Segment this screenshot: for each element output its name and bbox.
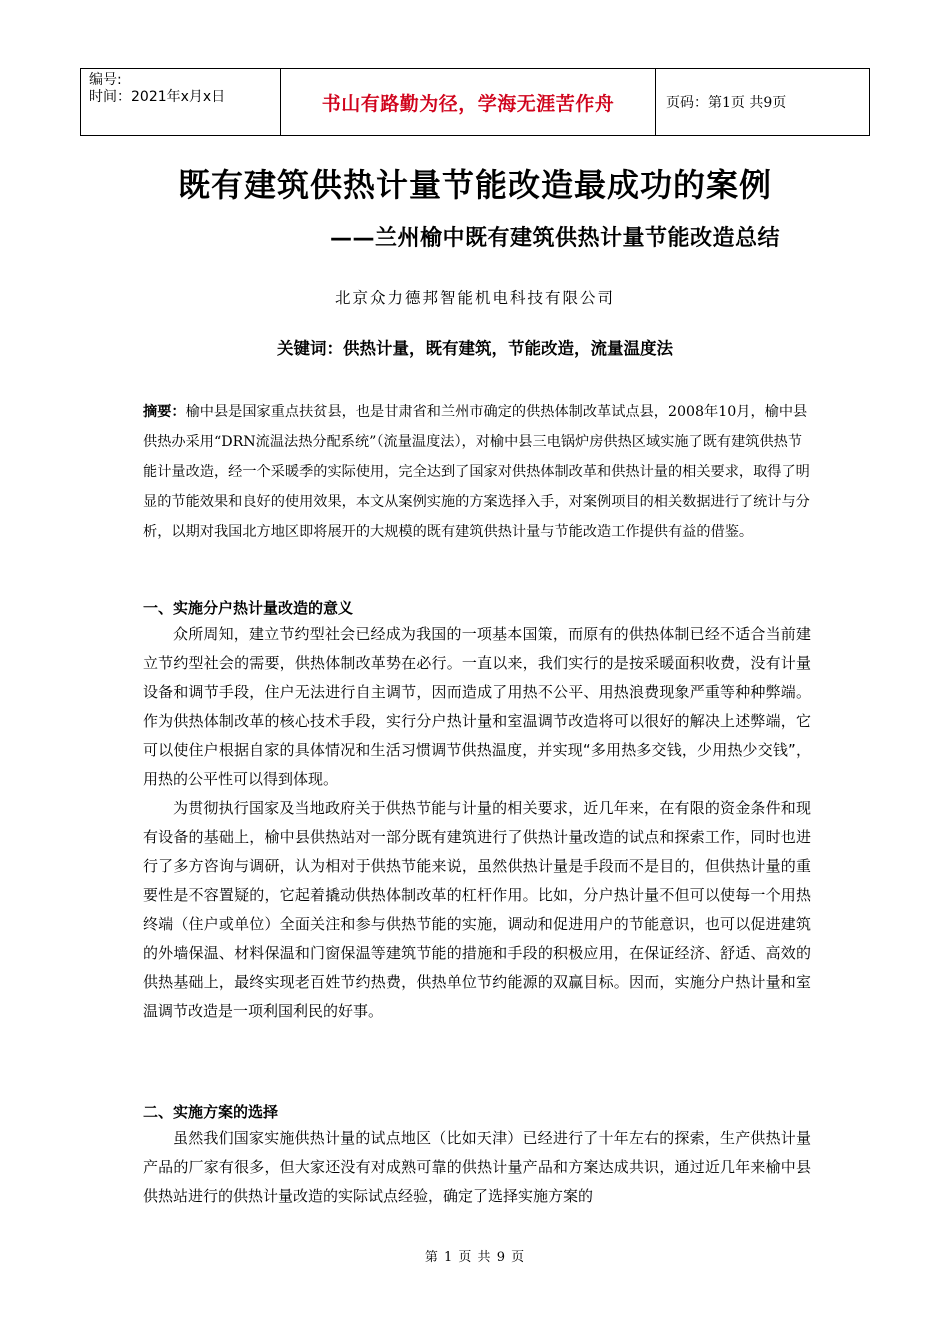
abstract-label: 摘要： — [143, 404, 186, 420]
company-name: 北京众力德邦智能机电科技有限公司 — [334, 289, 615, 307]
section-1-body — [143, 620, 811, 1026]
header-table — [80, 68, 870, 136]
abstract-text: 榆中县是国家重点扶贫县，也是甘肃省和兰州市确定的供热体制改革试点县，2008年10月，榆中县供热办采用“DRN流温法热分配系统”（流量温度法），对榆中县三电锅炉房供热区域实施了既有建筑供热节能计量改造，经一个采暖季的实际使用，完全达到了国家对供热体制改革和供热计量的相关要求，取得了明显的节能效果和良好的使用效果，本文从案例实施的方案选择入手，对案例项目的相关数据进行了统计与分析，以期对我国北方地区即将展开的大规模的既有建筑供热计量与节能改造工作提供有益的借鉴。 — [143, 404, 810, 540]
section-heading-1: 一、实施分户热计量改造的意义 — [143, 599, 354, 617]
paragraph: 众所周知，建立节约型社会已经成为我国的一项基本国策，而原有的供热体制已经不适合当前建立节约型社会的需要，供热体制改革势在必行。一直以来，我们实行的是按采暖面积收费，没有计量设备和调节手段，住户无法进行自主调节，因而造成了用热不公平、用热浪费现象严重等种种弊端。作为供热体制改革的核心技术手段，实行分户热计量和室温调节改造将可以很好的解决上述弊端，它可以使住户根据自家的具体情况和生活习惯调节供热温度，并实现“多用热多交钱，少用热少交钱”，用热的公平性可以得到体现。 — [143, 625, 811, 788]
document-subtitle: ——兰州榆中既有建筑供热计量节能改造总结 — [330, 226, 781, 251]
document-title: 既有建筑供热计量节能改造最成功的案例 — [177, 166, 772, 204]
time-label: 时间：2021年x月x日 — [89, 89, 226, 105]
section-heading-2: 二、实施方案的选择 — [143, 1103, 279, 1121]
page-footer: 第 1 页 共 9 页 — [424, 1250, 526, 1265]
keywords: 关键词：供热计量，既有建筑，节能改造，流量温度法 — [277, 339, 673, 358]
section-2-body — [143, 1124, 811, 1211]
header-page-info: 页码：第1页 共9页 — [666, 95, 787, 111]
header-meta — [81, 69, 281, 135]
number-label: 编号: — [89, 72, 122, 88]
abstract — [143, 397, 811, 547]
paragraph: 虽然我们国家实施供热计量的试点地区（比如天津）已经进行了十年左右的探索，生产供热计量产品的厂家有很多，但大家还没有对成熟可靠的供热计量产品和方案达成共识，通过近几年来榆中县供热站进行的供热计量改造的实际试点经验，确定了选择实施方案的 — [143, 1129, 811, 1205]
paragraph: 为贯彻执行国家及当地政府关于供热节能与计量的相关要求，近几年来，在有限的资金条件和现有设备的基础上，榆中县供热站对一部分既有建筑进行了供热计量改造的试点和探索工作，同时也进行了多方咨询与调研，认为相对于供热节能来说，虽然供热计量是手段而不是目的，但供热计量的重要性是不容置疑的，它起着撬动供热体制改革的杠杆作用。比如，分户热计量不但可以使每一个用热终端（住户或单位）全面关注和参与供热节能的实施，调动和促进用户的节能意识，也可以促进建筑的外墙保温、材料保温和门窗保温等建筑节能的措施和手段的积极应用，在保证经济、舒适、高效的供热基础上，最终实现老百姓节约热费，供热单位节约能源的双赢目标。因而，实施分户热计量和室温调节改造是一项利国利民的好事。 — [143, 799, 811, 1020]
header-motto: 书山有路勤为径，学海无涯苦作舟 — [281, 69, 656, 135]
